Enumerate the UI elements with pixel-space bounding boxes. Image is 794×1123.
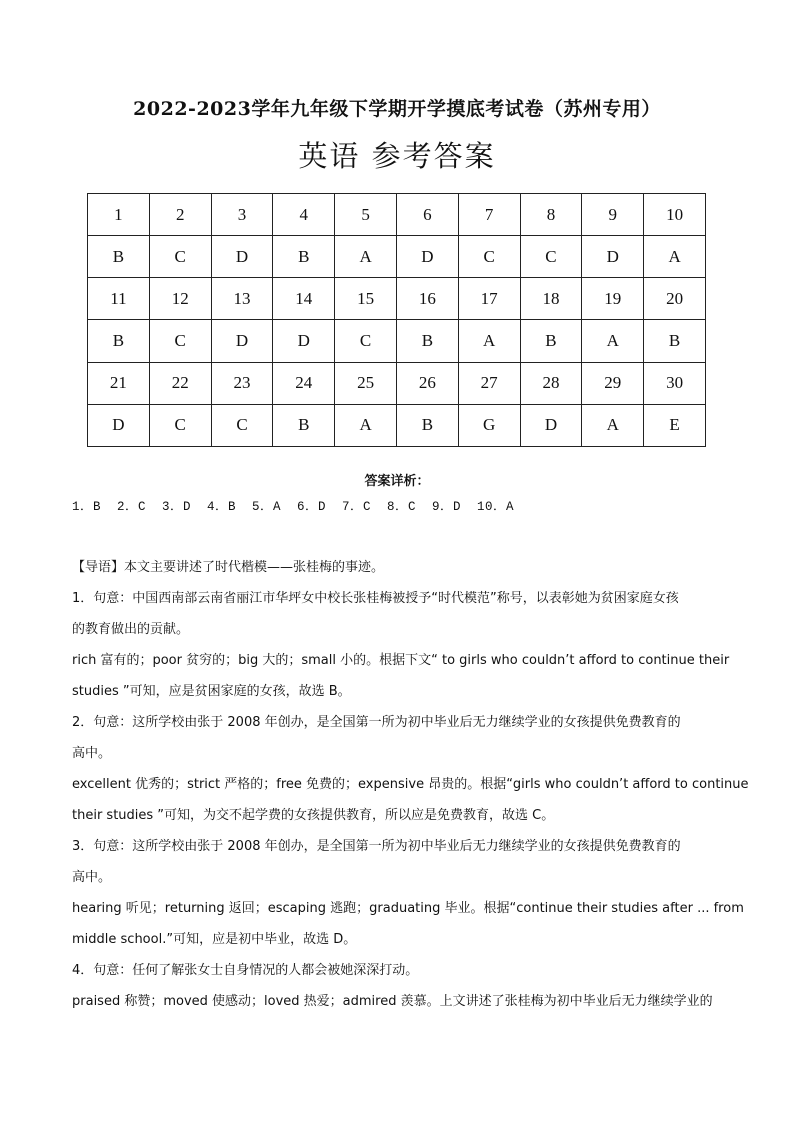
- explanation-text: [72, 552, 749, 1017]
- table-cell: 11: [88, 278, 150, 320]
- table-cell: D: [396, 236, 458, 278]
- table-cell: 3: [211, 194, 273, 236]
- explanation-line: 的教育做出的贡献。: [72, 622, 190, 637]
- table-cell: A: [644, 236, 706, 278]
- table-cell: 16: [396, 278, 458, 320]
- table-cell: C: [520, 236, 582, 278]
- table-row: [88, 320, 706, 362]
- explanation-line: middle school.”可知，应是初中毕业，故选 D。: [72, 932, 357, 947]
- explanation-line: studies ”可知，应是贫困家庭的女孩，故选 B。: [72, 684, 351, 699]
- table-cell: 23: [211, 362, 273, 404]
- table-cell: 12: [149, 278, 211, 320]
- table-cell: 5: [335, 194, 397, 236]
- explanation-line: hearing 听见；returning 返回；escaping 逃跑；graduating 毕业。根据“continue their studies after ... from: [72, 901, 744, 916]
- table-cell: 20: [644, 278, 706, 320]
- table-cell: D: [211, 236, 273, 278]
- table-cell: B: [88, 320, 150, 362]
- table-cell: A: [582, 320, 644, 362]
- table-cell: A: [335, 404, 397, 446]
- table-cell: B: [273, 404, 335, 446]
- table-cell: C: [149, 320, 211, 362]
- table-cell: A: [335, 236, 397, 278]
- table-cell: 19: [582, 278, 644, 320]
- table-row: [88, 404, 706, 446]
- table-cell: 25: [335, 362, 397, 404]
- explanation-line: rich 富有的；poor 贫穷的；big 大的；small 小的。根据下文“ to girls who couldn’t afford to continue their: [72, 653, 730, 668]
- table-cell: C: [149, 236, 211, 278]
- table-cell: 7: [458, 194, 520, 236]
- table-cell: 15: [335, 278, 397, 320]
- table-cell: 21: [88, 362, 150, 404]
- table-cell: D: [520, 404, 582, 446]
- table-cell: D: [88, 404, 150, 446]
- explanation-line: 4．句意：任何了解张女士自身情况的人都会被她深深打动。: [72, 963, 419, 978]
- table-cell: 24: [273, 362, 335, 404]
- table-cell: 22: [149, 362, 211, 404]
- table-cell: 30: [644, 362, 706, 404]
- table-cell: 17: [458, 278, 520, 320]
- table-cell: C: [458, 236, 520, 278]
- table-cell: 4: [273, 194, 335, 236]
- table-cell: C: [211, 404, 273, 446]
- explanation-line: 2．句意：这所学校由张于 2008 年创办，是全国第一所为初中毕业后无力继续学业的女孩提供免费教育的: [72, 715, 681, 730]
- table-cell: D: [211, 320, 273, 362]
- explanation-line: 3．句意：这所学校由张于 2008 年创办，是全国第一所为初中毕业后无力继续学业的女孩提供免费教育的: [72, 839, 681, 854]
- answer-table: [87, 193, 706, 447]
- table-cell: B: [396, 404, 458, 446]
- explanation-line: their studies ”可知，为交不起学费的女孩提供教育，所以应是免费教育，故选 C。: [72, 808, 555, 823]
- table-cell: A: [582, 404, 644, 446]
- table-cell: 18: [520, 278, 582, 320]
- table-cell: 13: [211, 278, 273, 320]
- explanation-line: 高中。: [72, 870, 112, 885]
- table-cell: 2: [149, 194, 211, 236]
- table-cell: 26: [396, 362, 458, 404]
- table-cell: 27: [458, 362, 520, 404]
- table-cell: G: [458, 404, 520, 446]
- table-cell: B: [273, 236, 335, 278]
- details-heading: 答案详析：: [364, 474, 430, 489]
- table-cell: 1: [88, 194, 150, 236]
- table-cell: E: [644, 404, 706, 446]
- table-cell: 14: [273, 278, 335, 320]
- table-cell: B: [396, 320, 458, 362]
- table-cell: D: [582, 236, 644, 278]
- table-cell: 28: [520, 362, 582, 404]
- table-cell: B: [520, 320, 582, 362]
- explanation-line: 【导语】本文主要讲述了时代楷模——张桂梅的事迹。: [72, 560, 385, 575]
- table-cell: C: [149, 404, 211, 446]
- table-cell: B: [644, 320, 706, 362]
- table-cell: C: [335, 320, 397, 362]
- table-cell: 9: [582, 194, 644, 236]
- table-row: [88, 194, 706, 236]
- table-cell: 10: [644, 194, 706, 236]
- table-row: [88, 362, 706, 404]
- table-row: [88, 278, 706, 320]
- table-row: [88, 236, 706, 278]
- document-title: 2022-2023学年九年级下学期开学摸底考试卷（苏州专用）: [133, 98, 661, 120]
- table-cell: 6: [396, 194, 458, 236]
- answer-summary-line: 1．B 2．C 3．D 4．B 5．A 6．D 7．C 8．C 9．D 10．A: [72, 500, 515, 514]
- explanation-line: 高中。: [72, 746, 112, 761]
- explanation-line: excellent 优秀的；strict 严格的；free 免费的；expensive 昂贵的。根据“girls who couldn’t afford to continue: [72, 777, 749, 792]
- table-cell: A: [458, 320, 520, 362]
- table-cell: D: [273, 320, 335, 362]
- table-cell: 29: [582, 362, 644, 404]
- explanation-line: 1．句意：中国西南部云南省丽江市华坪女中校长张桂梅被授予“时代模范”称号，以表彰她为贫困家庭女孩: [72, 591, 679, 606]
- table-cell: 8: [520, 194, 582, 236]
- document-subtitle: 英语 参考答案: [298, 139, 496, 173]
- explanation-line: praised 称赞；moved 使感动；loved 热爱；admired 羡慕。上文讲述了张桂梅为初中毕业后无力继续学业的: [72, 994, 713, 1009]
- table-cell: B: [88, 236, 150, 278]
